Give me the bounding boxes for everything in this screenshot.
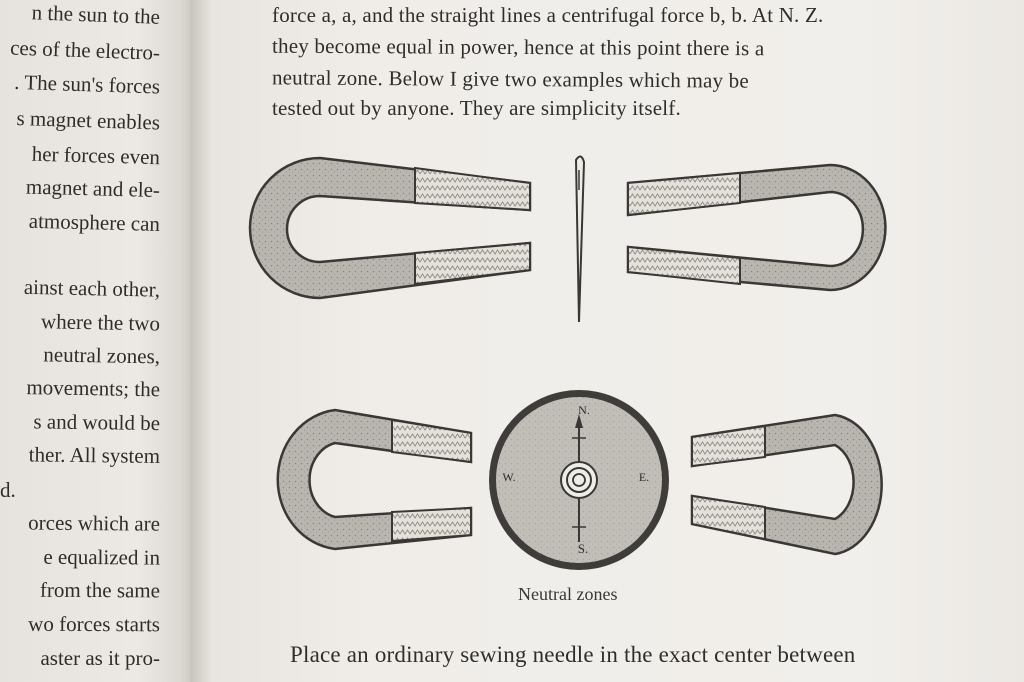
left-text-line: her forces even bbox=[31, 141, 161, 170]
figure-caption: Neutral zones bbox=[518, 584, 618, 604]
left-text-line: movements; the bbox=[26, 375, 161, 402]
left-text-line: e equalized in bbox=[43, 544, 161, 570]
magnet-top-left bbox=[250, 158, 530, 298]
magnet-bottom-right bbox=[692, 415, 882, 554]
left-text-line: from the same bbox=[39, 577, 161, 603]
left-text-line: s magnet enables bbox=[16, 106, 161, 135]
left-text-line: ces of the electro- bbox=[9, 35, 161, 65]
body-text-line: neutral zone. Below I give two examples which may be bbox=[271, 65, 750, 93]
compass bbox=[489, 390, 669, 570]
compass-label-west: W. bbox=[502, 470, 516, 484]
left-text-line: atmosphere can bbox=[28, 208, 161, 236]
magnet-top-right bbox=[628, 165, 885, 290]
sewing-needle bbox=[576, 156, 584, 322]
body-text-line: tested out by anyone. They are simplicity itself. bbox=[272, 96, 681, 120]
compass-label-south: S. bbox=[577, 541, 589, 556]
left-text-line: wo forces starts bbox=[28, 611, 161, 637]
left-text-line: d. bbox=[0, 478, 16, 502]
magnet-bottom-left bbox=[278, 410, 471, 549]
left-text-line: s and would be bbox=[33, 409, 161, 436]
left-text-line: . The sun's forces bbox=[13, 69, 161, 99]
body-text-line: they become equal in power, hence at this point there is a bbox=[271, 33, 765, 61]
left-text-line: neutral zones, bbox=[43, 342, 161, 369]
left-text-line: ther. All system bbox=[28, 442, 161, 468]
left-text-line: aster as it pro- bbox=[40, 646, 160, 670]
left-text-line: n the sun to the bbox=[31, 0, 161, 29]
body-text-line: Place an ordinary sewing needle in the exact center between bbox=[290, 642, 856, 667]
left-text-line: orces which are bbox=[28, 510, 161, 536]
body-text-line: force a, a, and the straight lines a centrifugal force b, b. At N. Z. bbox=[272, 3, 824, 27]
compass-label-north: N. bbox=[578, 403, 590, 417]
left-text-line: ainst each other, bbox=[23, 274, 161, 302]
left-text-line: where the two bbox=[40, 309, 161, 336]
left-text-line: magnet and ele- bbox=[25, 174, 161, 203]
compass-label-east: E. bbox=[638, 470, 650, 484]
